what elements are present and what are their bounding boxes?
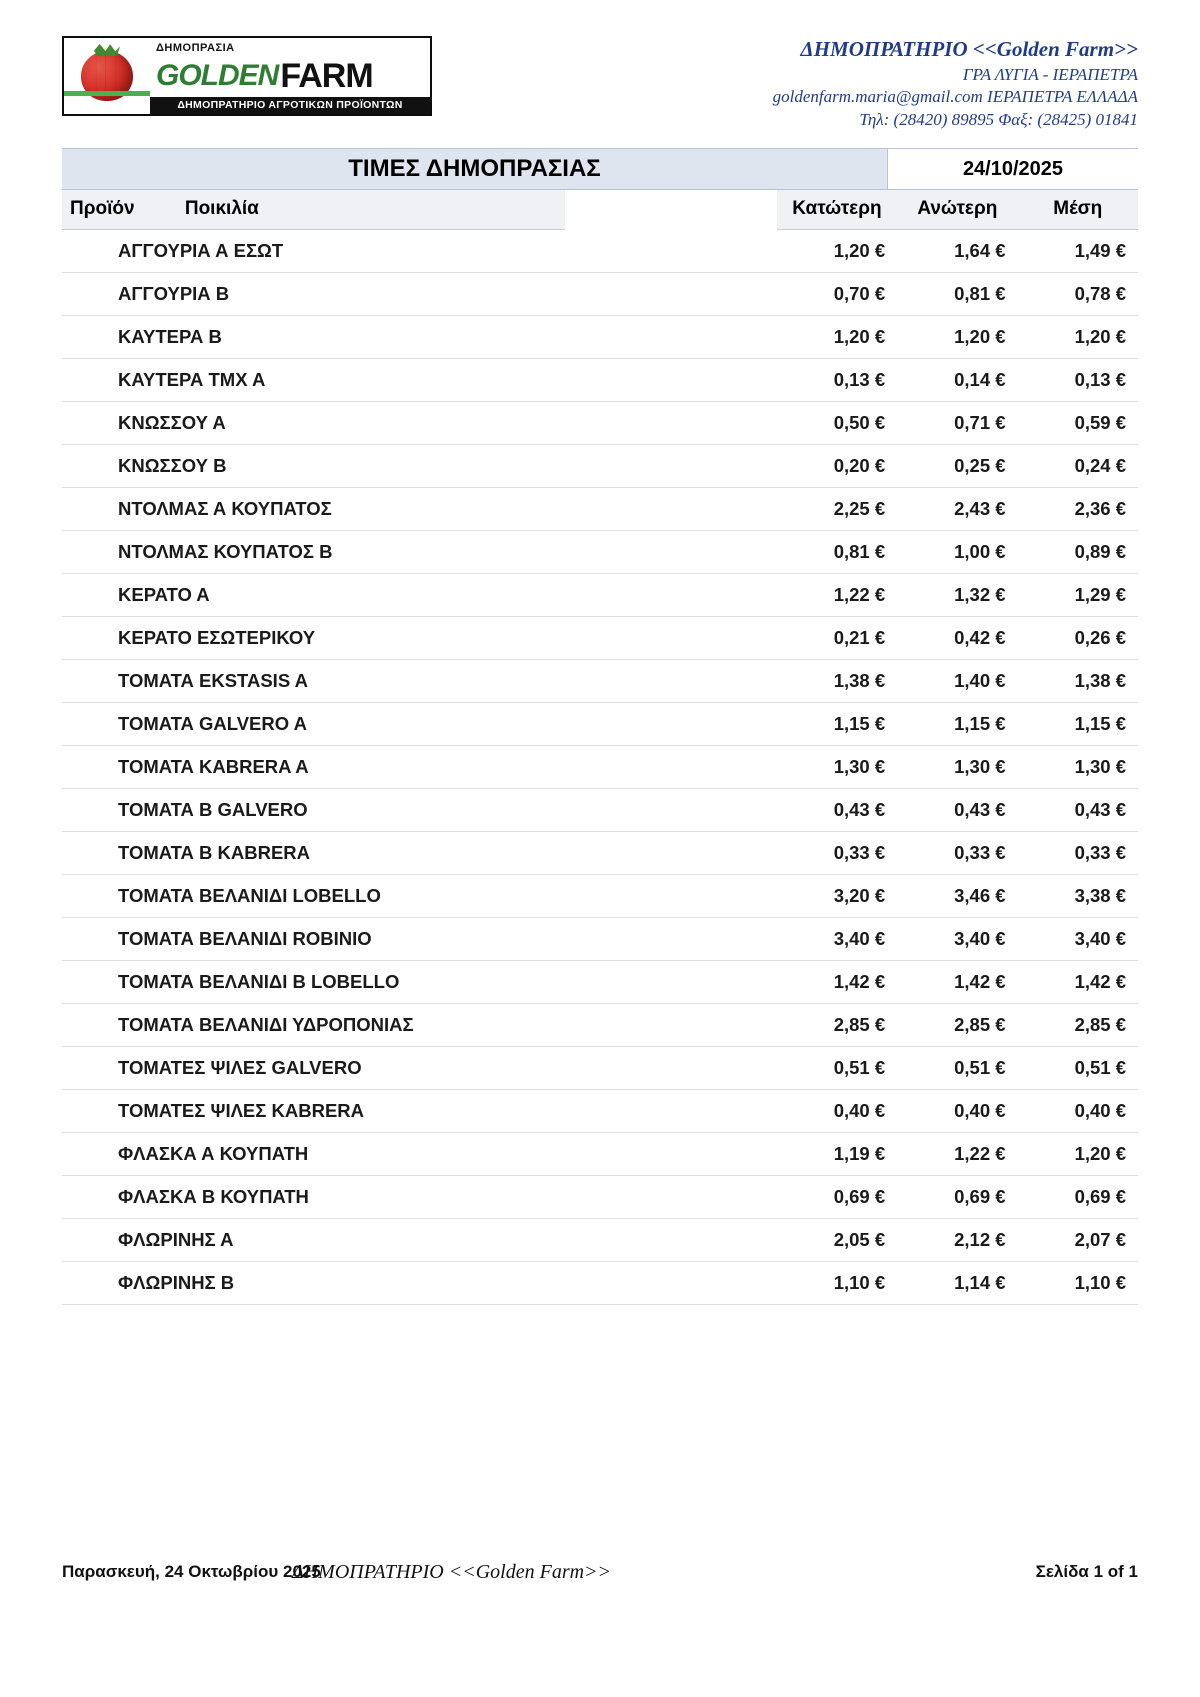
cell-avg: 0,43 € xyxy=(1018,789,1138,832)
cell-high: 3,46 € xyxy=(897,875,1017,918)
cell-high: 0,81 € xyxy=(897,273,1017,316)
cell-high: 0,25 € xyxy=(897,445,1017,488)
cell-avg: 1,38 € xyxy=(1018,660,1138,703)
cell-variety: ΤΟΜΑΤΑ Β KABRERA xyxy=(62,832,777,875)
column-header-high: Ανώτερη xyxy=(897,190,1017,230)
logo-emblem xyxy=(64,38,150,114)
cell-variety: ΤΟΜΑΤΑ EKSTASIS A xyxy=(62,660,777,703)
cell-variety: ΚΝΩΣΣΟΥ Α xyxy=(62,402,777,445)
table-row xyxy=(62,789,1138,832)
cell-avg: 0,13 € xyxy=(1018,359,1138,402)
cell-avg: 3,38 € xyxy=(1018,875,1138,918)
logo-farm-text: FARM xyxy=(280,56,373,95)
company-phone-fax: Τηλ: (28420) 89895 Φαξ: (28425) 01841 xyxy=(859,109,1138,129)
cell-variety: ΦΛΑΣΚΑ Α ΚΟΥΠΑΤΗ xyxy=(62,1133,777,1176)
report-date: 24/10/2025 xyxy=(887,149,1138,189)
table-row xyxy=(62,1219,1138,1262)
cell-avg: 1,30 € xyxy=(1018,746,1138,789)
cell-low: 1,15 € xyxy=(777,703,897,746)
cell-avg: 1,29 € xyxy=(1018,574,1138,617)
cell-avg: 1,15 € xyxy=(1018,703,1138,746)
cell-high: 1,15 € xyxy=(897,703,1017,746)
cell-high: 0,42 € xyxy=(897,617,1017,660)
cell-avg: 0,89 € xyxy=(1018,531,1138,574)
cell-variety: ΤΟΜΑΤΑ ΒΕΛΑΝΙΔΙ Β LOBELLO xyxy=(62,961,777,1004)
cell-low: 0,81 € xyxy=(777,531,897,574)
column-header-avg: Μέση xyxy=(1018,190,1138,230)
cell-low: 0,33 € xyxy=(777,832,897,875)
footer-company: ΔΗΜΟΠΡΑΤΗΡΙΟ <<Golden Farm>> xyxy=(292,1560,612,1583)
cell-variety: ΚΝΩΣΣΟΥ Β xyxy=(62,445,777,488)
cell-variety: ΤΟΜΑΤΑ KABRERA A xyxy=(62,746,777,789)
cell-low: 0,51 € xyxy=(777,1047,897,1090)
table-row xyxy=(62,961,1138,1004)
table-row xyxy=(62,359,1138,402)
logo-top-label: ΔΗΜΟΠΡΑΣΙΑ xyxy=(156,42,235,54)
cell-avg: 1,42 € xyxy=(1018,961,1138,1004)
cell-avg: 0,78 € xyxy=(1018,273,1138,316)
cell-low: 1,20 € xyxy=(777,316,897,359)
cell-avg: 0,26 € xyxy=(1018,617,1138,660)
table-row xyxy=(62,832,1138,875)
cell-variety: ΤΟΜΑΤΑ ΒΕΛΑΝΙΔΙ ΥΔΡΟΠΟΝΙΑΣ xyxy=(62,1004,777,1047)
cell-variety: ΦΛΩΡΙΝΗΣ Β xyxy=(62,1262,777,1305)
report-title-bar xyxy=(62,148,1138,190)
cell-low: 2,85 € xyxy=(777,1004,897,1047)
cell-low: 0,43 € xyxy=(777,789,897,832)
cell-low: 1,30 € xyxy=(777,746,897,789)
table-row xyxy=(62,1133,1138,1176)
cell-high: 1,32 € xyxy=(897,574,1017,617)
table-row xyxy=(62,703,1138,746)
cell-low: 0,50 € xyxy=(777,402,897,445)
company-logo xyxy=(62,36,432,116)
cell-low: 0,20 € xyxy=(777,445,897,488)
cell-avg: 1,20 € xyxy=(1018,1133,1138,1176)
table-row xyxy=(62,617,1138,660)
cell-variety: ΝΤΟΛΜΑΣ ΚΟΥΠΑΤΟΣ Β xyxy=(62,531,777,574)
logo-text-block xyxy=(150,38,430,114)
table-row xyxy=(62,1262,1138,1305)
cell-high: 0,43 € xyxy=(897,789,1017,832)
prices-table-body xyxy=(62,230,1138,1305)
footer-date: Παρασκευή, 24 Οκτωβρίου 2025 xyxy=(62,1562,321,1581)
cell-variety: ΚΕΡΑΤΟ ΕΣΩΤΕΡΙΚΟΥ xyxy=(62,617,777,660)
cell-high: 1,22 € xyxy=(897,1133,1017,1176)
cell-low: 0,69 € xyxy=(777,1176,897,1219)
cell-avg: 0,33 € xyxy=(1018,832,1138,875)
cell-high: 1,20 € xyxy=(897,316,1017,359)
cell-variety: ΤΟΜΑΤΕΣ ΨΙΛΕΣ GALVERO xyxy=(62,1047,777,1090)
cell-variety: ΑΓΓΟΥΡΙΑ Α ΕΣΩΤ xyxy=(62,230,777,273)
table-row xyxy=(62,1047,1138,1090)
cell-high: 0,51 € xyxy=(897,1047,1017,1090)
table-row xyxy=(62,230,1138,273)
prices-table-head xyxy=(62,190,1138,230)
cell-avg: 0,24 € xyxy=(1018,445,1138,488)
cell-low: 0,13 € xyxy=(777,359,897,402)
table-row xyxy=(62,316,1138,359)
company-address: ΓΡΑ ΛΥΓΙΑ - ΙΕΡΑΠΕΤΡΑ xyxy=(962,64,1138,84)
logo-golden-text: GOLDEN xyxy=(156,59,279,92)
cell-high: 0,40 € xyxy=(897,1090,1017,1133)
table-row xyxy=(62,445,1138,488)
cell-high: 3,40 € xyxy=(897,918,1017,961)
cell-variety: ΤΟΜΑΤΕΣ ΨΙΛΕΣ KABRERA xyxy=(62,1090,777,1133)
cell-avg: 3,40 € xyxy=(1018,918,1138,961)
cell-high: 0,33 € xyxy=(897,832,1017,875)
cell-low: 1,10 € xyxy=(777,1262,897,1305)
cell-avg: 0,59 € xyxy=(1018,402,1138,445)
table-row xyxy=(62,1004,1138,1047)
cell-low: 1,22 € xyxy=(777,574,897,617)
cell-low: 1,20 € xyxy=(777,230,897,273)
cell-variety: ΚΑΥΤΕΡΑ Β xyxy=(62,316,777,359)
table-header-row xyxy=(62,190,1138,230)
cell-high: 1,64 € xyxy=(897,230,1017,273)
table-row xyxy=(62,574,1138,617)
cell-low: 3,40 € xyxy=(777,918,897,961)
document-header xyxy=(62,22,1138,140)
column-header-variety: Ποικιλία xyxy=(177,190,565,230)
cell-avg: 0,69 € xyxy=(1018,1176,1138,1219)
cell-avg: 2,85 € xyxy=(1018,1004,1138,1047)
cell-high: 0,69 € xyxy=(897,1176,1017,1219)
cell-high: 2,85 € xyxy=(897,1004,1017,1047)
cell-high: 1,14 € xyxy=(897,1262,1017,1305)
table-row xyxy=(62,531,1138,574)
cell-high: 1,30 € xyxy=(897,746,1017,789)
cell-avg: 1,49 € xyxy=(1018,230,1138,273)
cell-high: 1,40 € xyxy=(897,660,1017,703)
cell-variety: ΚΑΥΤΕΡΑ ΤΜΧ Α xyxy=(62,359,777,402)
logo-wordmark xyxy=(150,56,430,96)
document-footer xyxy=(62,1559,1138,1585)
table-row xyxy=(62,488,1138,531)
cell-avg: 0,40 € xyxy=(1018,1090,1138,1133)
table-row xyxy=(62,660,1138,703)
cell-low: 3,20 € xyxy=(777,875,897,918)
cell-variety: ΤΟΜΑΤΑ Β GALVERO xyxy=(62,789,777,832)
cell-variety: ΦΛΑΣΚΑ Β ΚΟΥΠΑΤΗ xyxy=(62,1176,777,1219)
cell-low: 1,19 € xyxy=(777,1133,897,1176)
cell-avg: 1,10 € xyxy=(1018,1262,1138,1305)
table-row xyxy=(62,402,1138,445)
cell-high: 0,14 € xyxy=(897,359,1017,402)
table-row xyxy=(62,273,1138,316)
cell-low: 2,05 € xyxy=(777,1219,897,1262)
cell-low: 1,42 € xyxy=(777,961,897,1004)
cell-avg: 0,51 € xyxy=(1018,1047,1138,1090)
cell-avg: 2,36 € xyxy=(1018,488,1138,531)
table-row xyxy=(62,875,1138,918)
cell-low: 2,25 € xyxy=(777,488,897,531)
logo-bottom-bar: ΔΗΜΟΠΡΑΤΗΡΙΟ ΑΓΡΟΤΙΚΩΝ ΠΡΟΪΟΝΤΩΝ xyxy=(150,97,430,114)
cell-variety: ΑΓΓΟΥΡΙΑ Β xyxy=(62,273,777,316)
company-title: ΔΗΜΟΠΡΑΤΗΡΙΟ <<Golden Farm>> xyxy=(800,37,1138,61)
cell-high: 1,42 € xyxy=(897,961,1017,1004)
cell-high: 0,71 € xyxy=(897,402,1017,445)
column-header-spacer xyxy=(565,190,777,230)
cell-high: 1,00 € xyxy=(897,531,1017,574)
table-row xyxy=(62,1176,1138,1219)
column-header-low: Κατώτερη xyxy=(777,190,897,230)
report-title: ΤΙΜΕΣ ΔΗΜΟΠΡΑΣΙΑΣ xyxy=(348,155,601,182)
table-row xyxy=(62,918,1138,961)
contact-block xyxy=(773,22,1138,131)
cell-avg: 1,20 € xyxy=(1018,316,1138,359)
cell-low: 0,40 € xyxy=(777,1090,897,1133)
cell-low: 1,38 € xyxy=(777,660,897,703)
footer-page-number: Σελίδα 1 of 1 xyxy=(1035,1562,1138,1581)
company-email-location: goldenfarm.maria@gmail.com ΙΕΡΑΠΕΤΡΑ ΕΛΛΑΔΑ xyxy=(772,87,1138,107)
cell-variety: ΦΛΩΡΙΝΗΣ Α xyxy=(62,1219,777,1262)
cell-avg: 2,07 € xyxy=(1018,1219,1138,1262)
table-row xyxy=(62,1090,1138,1133)
column-header-product: Προϊόν xyxy=(62,190,177,230)
cell-high: 2,12 € xyxy=(897,1219,1017,1262)
table-row xyxy=(62,746,1138,789)
cell-variety: ΝΤΟΛΜΑΣ Α ΚΟΥΠΑΤΟΣ xyxy=(62,488,777,531)
cell-variety: ΚΕΡΑΤΟ Α xyxy=(62,574,777,617)
cell-variety: ΤΟΜΑΤΑ GALVERO A xyxy=(62,703,777,746)
cell-variety: ΤΟΜΑΤΑ ΒΕΛΑΝΙΔΙ ROBINIO xyxy=(62,918,777,961)
prices-table xyxy=(62,190,1138,1305)
cell-low: 0,21 € xyxy=(777,617,897,660)
logo-green-strip xyxy=(64,91,150,96)
cell-high: 2,43 € xyxy=(897,488,1017,531)
cell-variety: ΤΟΜΑΤΑ ΒΕΛΑΝΙΔΙ LOBELLO xyxy=(62,875,777,918)
cell-low: 0,70 € xyxy=(777,273,897,316)
